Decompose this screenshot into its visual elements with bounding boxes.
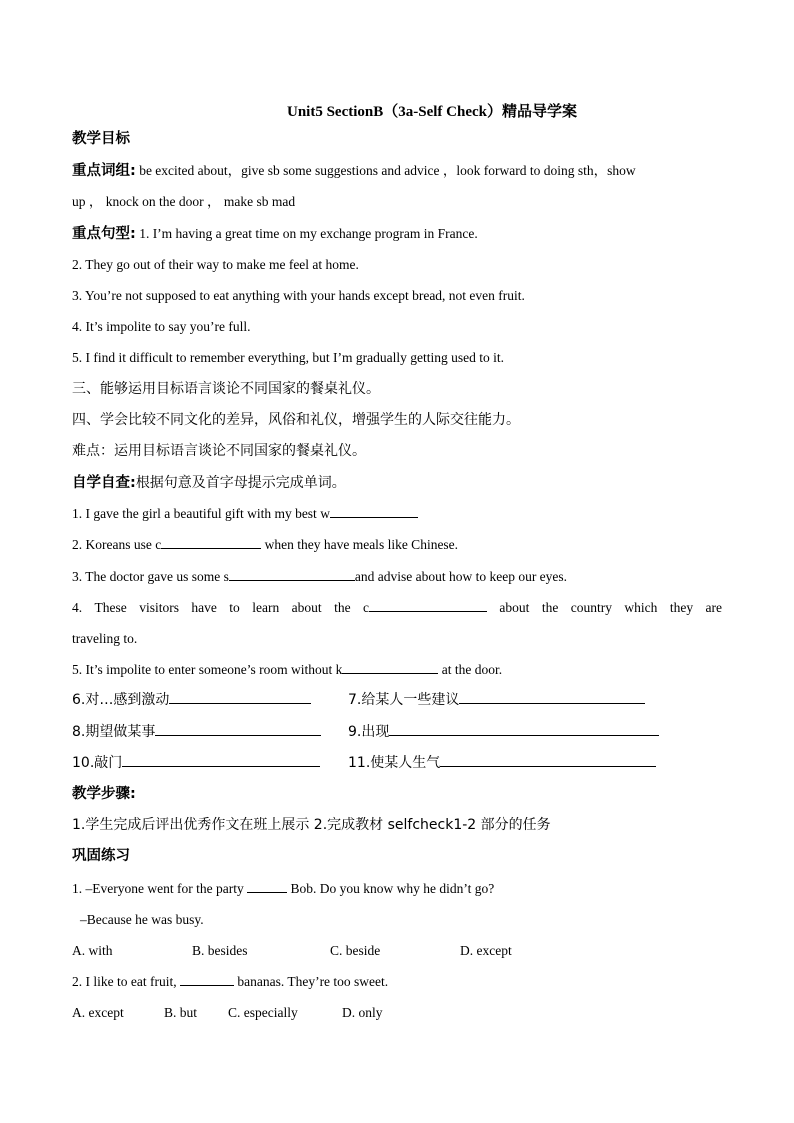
- question-text: 3. The doctor gave us some s: [72, 568, 229, 584]
- fill-question-1: [72, 498, 722, 529]
- q4-word: about: [499, 599, 530, 615]
- key-phrases-line-1: [72, 155, 722, 186]
- practice-question-2: [72, 966, 722, 997]
- translation-item: [72, 748, 348, 779]
- q4-word: have: [191, 599, 217, 615]
- self-study-instruction: 根据句意及首字母提示完成单词。: [135, 475, 346, 492]
- option-d[interactable]: D. except: [460, 942, 512, 958]
- answer-blank[interactable]: [169, 689, 311, 704]
- translation-prompt: 9.出现: [348, 723, 390, 740]
- q4-word: These: [94, 599, 127, 615]
- steps-heading: 教学步骤:: [72, 785, 136, 802]
- fill-question-3: [72, 561, 722, 592]
- key-phrases-label: 重点词组:: [72, 163, 136, 180]
- translation-prompt: 7.给某人一些建议: [348, 692, 460, 709]
- option-b[interactable]: B. but: [164, 1005, 198, 1021]
- fill-question-4-line-2: traveling to.: [72, 631, 138, 646]
- question-text: 1. –Everyone went for the party: [72, 880, 248, 896]
- answer-blank[interactable]: [161, 534, 261, 549]
- fill-question-4-line-1: [72, 592, 722, 623]
- translation-item: [72, 685, 348, 716]
- option-a[interactable]: A. except: [72, 1005, 124, 1021]
- question-text: at the door.: [438, 662, 503, 678]
- question-text: when they have meals like Chinese.: [261, 537, 459, 553]
- key-sentence-3: 3. You’re not supposed to eat anything with your hands except bread, not even fruit.: [72, 287, 525, 303]
- answer-blank[interactable]: [342, 659, 438, 674]
- answer-blank[interactable]: [459, 689, 645, 704]
- question-text: 5. It’s impolite to enter someone’s room without k: [72, 662, 343, 678]
- key-sentences-label: 重点句型:: [72, 225, 136, 242]
- translation-row-1: [72, 685, 722, 716]
- practice-heading: 巩固练习: [72, 848, 130, 865]
- q4-word: to: [229, 599, 240, 615]
- question-text: 1. I gave the girl a beautiful gift with my best w: [72, 506, 330, 522]
- question-text: Bob. Do you know why he didn’t go?: [287, 880, 495, 896]
- key-sentence-1: [72, 218, 722, 249]
- practice-question-1: [72, 873, 722, 904]
- answer-blank[interactable]: [155, 721, 321, 736]
- translation-prompt: 11.使某人生气: [348, 754, 441, 771]
- goal-item: 四、学会比较不同文化的差异，风俗和礼仪，增强学生的人际交往能力。: [72, 411, 520, 428]
- answer-blank[interactable]: [229, 566, 355, 581]
- answer-blank[interactable]: [389, 721, 659, 736]
- translation-prompt: 8.期望做某事: [72, 723, 156, 740]
- q4-word: 4.: [72, 599, 83, 615]
- q4-word: which: [624, 599, 658, 615]
- option-a[interactable]: A. with: [72, 942, 113, 958]
- question-text: 2. I like to eat fruit,: [72, 974, 180, 990]
- q4-word: c: [362, 599, 369, 615]
- answer-blank[interactable]: [122, 752, 320, 767]
- q4-word: learn: [252, 599, 280, 615]
- key-sentence-4: 4. It’s impolite to say you’re full.: [72, 319, 251, 335]
- difficulty-item: 难点：运用目标语言谈论不同国家的餐桌礼仪。: [72, 442, 366, 459]
- practice-question-1-reply: –Because he was busy.: [80, 911, 204, 927]
- goal-item: 三、能够运用目标语言谈论不同国家的餐桌礼仪。: [72, 380, 380, 397]
- translation-item: [348, 717, 659, 748]
- translation-row-2: [72, 717, 722, 748]
- translation-row-3: [72, 748, 722, 779]
- worksheet-page: [72, 100, 722, 1028]
- steps-text: 1.学生完成后评出优秀作文在班上展示 2.完成教材 selfcheck1-2 部分的任务: [72, 817, 551, 834]
- key-sentence-2: 2. They go out of their way to make me feel at home.: [72, 256, 359, 272]
- q4-word: are: [705, 599, 722, 615]
- q4-word: they: [669, 599, 694, 615]
- answer-blank[interactable]: [440, 752, 656, 767]
- self-study-label: 自学自查:: [72, 475, 136, 492]
- fill-question-2: [72, 529, 722, 560]
- question-text: bananas. They’re too sweet.: [233, 974, 389, 990]
- key-sentence-text: 1. I’m having a great time on my exchange program in France.: [139, 225, 478, 241]
- q4-word: country: [570, 599, 612, 615]
- key-sentence-5: 5. I find it difficult to remember everything, but I’m gradually getting used to it.: [72, 350, 505, 366]
- answer-blank[interactable]: [247, 878, 287, 893]
- q4-word: about: [291, 599, 322, 615]
- translation-prompt: 6.对…感到激动: [72, 692, 170, 709]
- option-d[interactable]: D. only: [342, 1005, 383, 1021]
- option-c[interactable]: C. beside: [330, 942, 381, 958]
- translation-item: [72, 717, 348, 748]
- q4-word: visitors: [139, 599, 179, 615]
- question-text: and advise about how to keep our eyes.: [354, 568, 568, 584]
- self-study-header: [72, 467, 722, 498]
- translation-item: [348, 748, 656, 779]
- translation-prompt: 10.敲门: [72, 754, 123, 771]
- practice-question-2-options: [72, 997, 722, 1028]
- key-phrases-text: be excited about，give sb some suggestions and advice ，look forward to doing sth，show: [139, 163, 636, 179]
- question-text: 2. Koreans use c: [72, 537, 162, 553]
- practice-question-1-options: [72, 935, 722, 966]
- q4-blank-group: [363, 592, 487, 623]
- option-b[interactable]: B. besides: [192, 942, 248, 958]
- answer-blank[interactable]: [180, 971, 234, 986]
- answer-blank[interactable]: [369, 597, 487, 612]
- answer-blank[interactable]: [330, 503, 418, 518]
- objectives-heading: 教学目标: [72, 131, 130, 147]
- option-c[interactable]: C. especially: [228, 1005, 298, 1021]
- fill-question-5: [72, 654, 722, 685]
- translation-item: [348, 685, 645, 716]
- q4-word: the: [334, 599, 351, 615]
- q4-word: the: [541, 599, 559, 615]
- page-title: Unit5 SectionB（3a-Self Check）精品导学案: [287, 104, 577, 120]
- key-phrases-line-2: up ， knock on the door ， make sb mad: [72, 194, 296, 210]
